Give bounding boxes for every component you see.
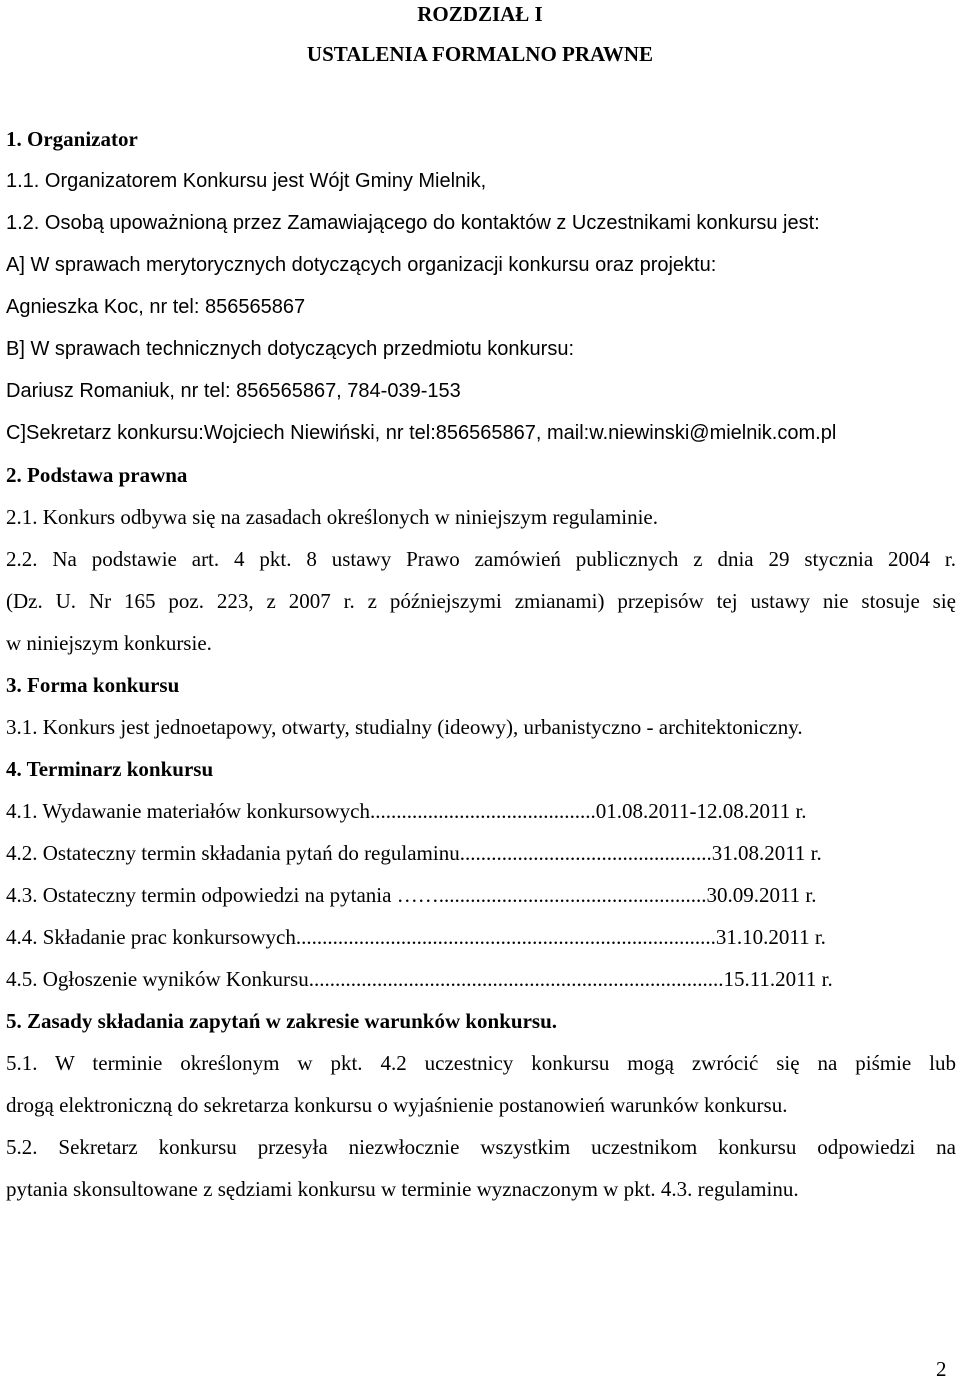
- section-2-heading: 2. Podstawa prawna: [6, 463, 188, 487]
- paragraph-5-2-line-1: 5.2. Sekretarz konkursu przesyła niezwłocznie wszystkim uczestnikom konkursu odpowiedzi na: [6, 1135, 956, 1159]
- paragraph-2-2-line-1: 2.2. Na podstawie art. 4 pkt. 8 ustawy Prawo zamówień publicznych z dnia 29 stycznia 2004 r.: [6, 547, 956, 571]
- paragraph-5-2-line-2: pytania skonsultowane z sędziami konkursu w terminie wyznaczonym w pkt. 4.3. regulaminu.: [6, 1177, 799, 1201]
- section-4-heading: 4. Terminarz konkursu: [6, 757, 214, 781]
- page-number: 2: [936, 1357, 947, 1381]
- schedule-item-4-5: 4.5. Ogłoszenie wyników Konkursu...............................................................................15.11.2011 r.: [6, 967, 833, 991]
- schedule-item-4-2: 4.2. Ostateczny termin składania pytań do regulaminu................................................31.08.2011 r.: [6, 841, 822, 865]
- paragraph-5-1-line-2: drogą elektroniczną do sekretarza konkursu o wyjaśnienie postanowień warunków konkursu.: [6, 1093, 788, 1117]
- section-1-heading: 1. Organizator: [6, 127, 138, 151]
- contact-b-label: B] W sprawach technicznych dotyczących przedmiotu konkursu:: [6, 338, 575, 360]
- chapter-subtitle: USTALENIA FORMALNO PRAWNE: [306, 42, 654, 66]
- paragraph-2-2-line-3: w niniejszym konkursie.: [6, 631, 212, 655]
- contact-c-secretary: C]Sekretarz konkursu:Wojciech Niewiński, nr tel:856565867, mail:w.niewinski@mielnik.com.pl: [6, 422, 837, 444]
- section-5-heading: 5. Zasady składania zapytań w zakresie warunków konkursu.: [6, 1009, 557, 1033]
- paragraph-1-2: 1.2. Osobą upoważnioną przez Zamawiającego do kontaktów z Uczestnikami konkursu jest:: [6, 212, 820, 234]
- schedule-item-4-4: 4.4. Składanie prac konkursowych................................................................................31.10.2011 r.: [6, 925, 826, 949]
- contact-b-details: Dariusz Romaniuk, nr tel: 856565867, 784-039-153: [6, 380, 461, 402]
- paragraph-5-1-line-1: 5.1. W terminie określonym w pkt. 4.2 uczestnicy konkursu mogą zwrócić się na piśmie lub: [6, 1051, 956, 1075]
- schedule-item-4-1: 4.1. Wydawanie materiałów konkursowych...........................................01.08.2011-12.08.2011 r.: [6, 799, 807, 823]
- paragraph-2-1: 2.1. Konkurs odbywa się na zasadach określonych w niniejszym regulaminie.: [6, 505, 658, 529]
- schedule-item-4-3: 4.3. Ostateczny termin odpowiedzi na pytania ……...................................................30.09.2011 r.: [6, 883, 817, 907]
- contact-a-details: Agnieszka Koc, nr tel: 856565867: [6, 296, 306, 318]
- paragraph-1-1: 1.1. Organizatorem Konkursu jest Wójt Gminy Mielnik,: [6, 170, 487, 192]
- chapter-title: ROZDZIAŁ I: [417, 2, 543, 26]
- contact-a-label: A] W sprawach merytorycznych dotyczących organizacji konkursu oraz projektu:: [6, 254, 717, 276]
- paragraph-3-1: 3.1. Konkurs jest jednoetapowy, otwarty, studialny (ideowy), urbanistyczno - architektoniczny.: [6, 715, 803, 739]
- section-3-heading: 3. Forma konkursu: [6, 673, 180, 697]
- paragraph-2-2-line-2: (Dz. U. Nr 165 poz. 223, z 2007 r. z późniejszymi zmianami) przepisów tej ustawy nie stosuje się: [6, 589, 956, 613]
